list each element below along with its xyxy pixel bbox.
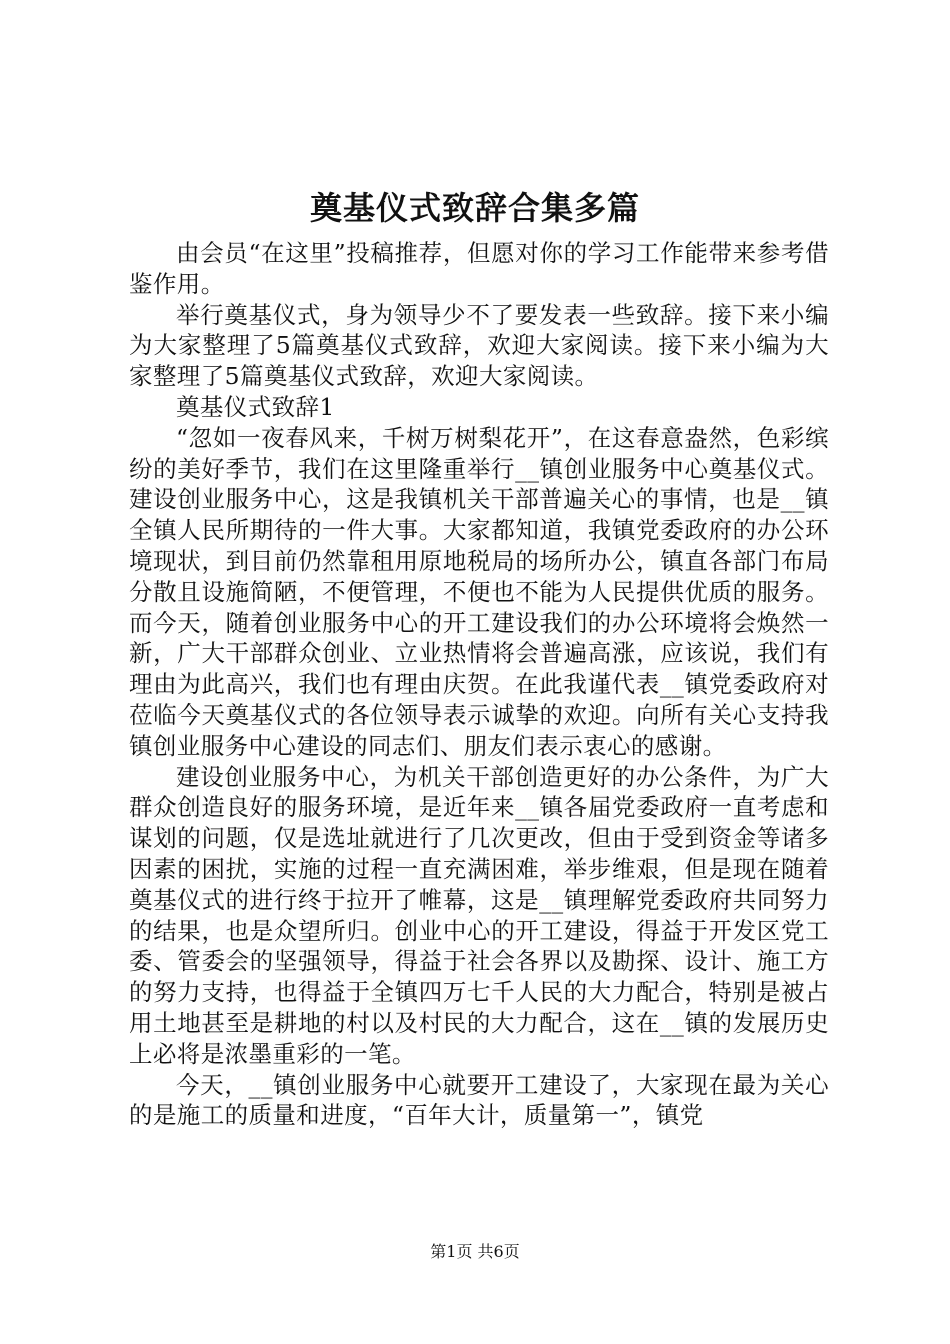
speech-paragraph-1: “忽如一夜春风来，千树万树梨花开”，在这春意盎然，色彩缤纷的美好季节，我们在这里隆重举行__镇创业服务中心奠基仪式。建设创业服务中心，这是我镇机关干部普遍关心的事情，也是__镇全镇人民所期待的一件大事。大家都知道，我镇党委政府的办公环境现状，到目前仍然靠租用原地税局的场所办公，镇直各部门布局分散且设施简陋，不便管理，不便也不能为人民提供优质的服务。而今天，随着创业服务中心的开工建设我们的办公环境将会焕然一新，广大干部群众创业、立业热情将会普遍高涨，应该说，我们有理由为此高兴，我们也有理由庆贺。在此我谨代表__镇党委政府对莅临今天奠基仪式的各位领导表示诚挚的欢迎。向所有关心支持我镇创业服务中心建设的同志们、朋友们表示衷心的感谢。 [129,423,829,760]
speech-paragraph-3: 今天，__镇创业服务中心就要开工建设了，大家现在最为关心的是施工的质量和进度，“百年大计，质量第一”，镇党 [129,1070,829,1130]
summary-paragraph: 举行奠基仪式，身为领导少不了要发表一些致辞。接下来小编为大家整理了5篇奠基仪式致辞，欢迎大家阅读。接下来小编为大家整理了5篇奠基仪式致辞，欢迎大家阅读。 [129,300,829,391]
page-number-footer: 第1页 共6页 [430,1242,520,1261]
document-title: 奠基仪式致辞合集多篇 [309,189,640,227]
intro-paragraph: 由会员“在这里”投稿推荐，但愿对你的学习工作能带来参考借鉴作用。 [129,239,829,298]
document-body [129,238,829,1131]
speech-paragraph-2: 建设创业服务中心，为机关干部创造更好的办公条件，为广大群众创造良好的服务环境，是近年来__镇各届党委政府一直考虑和谋划的问题，仅是选址就进行了几次更改，但由于受到资金等诸多因素的困扰，实施的过程一直充满困难，举步维艰，但是现在随着奠基仪式的进行终于拉开了帷幕，这是__镇理解党委政府共同努力的结果，也是众望所归。创业中心的开工建设，得益于开发区党工委、管委会的坚强领导，得益于社会各界以及勘探、设计、施工方的努力支持，也得益于全镇四万七千人民的大力配合，特别是被占用土地甚至是耕地的村以及村民的大力配合，这在__镇的发展历史上必将是浓墨重彩的一笔。 [129,762,829,1068]
section-heading: 奠基仪式致辞1 [176,392,335,421]
